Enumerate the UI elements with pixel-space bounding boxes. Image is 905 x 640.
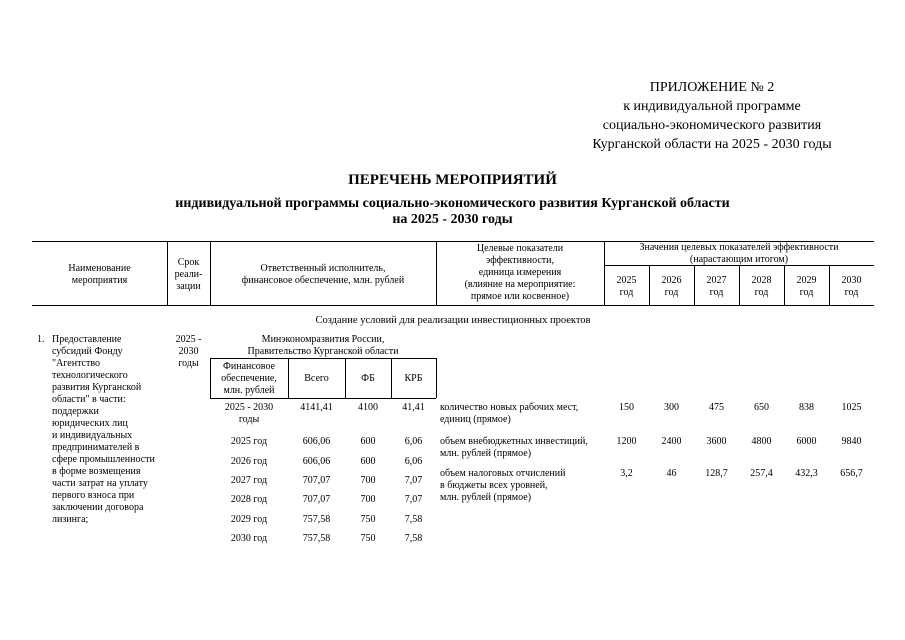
item-name-line: заключении договора: [52, 502, 144, 513]
header-text: Наименование: [68, 263, 131, 274]
fin-krb: 6,06: [404, 456, 423, 467]
indicator-label-line: количество новых рабочих мест,: [440, 402, 579, 413]
header-year: [604, 275, 649, 299]
item-name-line: сфере промышленности: [52, 454, 155, 465]
indicator-value: 1200: [616, 436, 637, 447]
header-text: год: [619, 287, 634, 298]
table-header-bottom-border: [32, 305, 874, 306]
fin-table-border: [210, 398, 436, 399]
header-text: 2030: [841, 275, 862, 286]
fin-header-text: Финансовое: [222, 361, 276, 372]
header-text: Ответственный исполнитель,: [260, 263, 386, 274]
fin-fb: 750: [360, 514, 376, 525]
item-executor: [210, 334, 436, 358]
fin-table-border: [210, 358, 436, 359]
fin-krb: 41,41: [402, 402, 425, 413]
appendix-line: ПРИЛОЖЕНИЕ № 2: [649, 80, 775, 95]
appendix-line: Курганской области на 2025 - 2030 годы: [592, 137, 832, 152]
item-name-line: технологического: [52, 370, 128, 381]
header-text: Значения целевых показателей эффективности: [639, 242, 839, 253]
header-values: [604, 242, 874, 266]
indicator-value: 4800: [751, 436, 772, 447]
indicator-value: 9840: [841, 436, 862, 447]
header-term: [167, 257, 210, 293]
header-text: (влияние на мероприятие:: [464, 279, 576, 290]
item-name-line: и индивидуальных: [52, 430, 133, 441]
appendix-line: социально-экономического развития: [602, 118, 822, 133]
header-text: прямое или косвенное): [470, 291, 570, 302]
indicator-label-line: млн. рублей (прямое): [440, 492, 532, 503]
fin-period: 2029 год: [230, 514, 268, 525]
fin-total: 606,06: [302, 456, 331, 467]
fin-header-label: [210, 361, 288, 397]
fin-krb: 7,58: [404, 533, 423, 544]
item-name-line: в форме возмещения: [52, 466, 141, 477]
indicator-label-line: объем внебюджетных инвестиций,: [440, 436, 588, 447]
item-name: [52, 334, 170, 526]
fin-header-text: обеспечение,: [221, 373, 277, 384]
document-subtitle: [0, 196, 905, 228]
item-name-line: Предоставление: [52, 334, 122, 345]
indicator-value: 46: [666, 468, 677, 479]
fin-period: [210, 402, 288, 426]
indicator-value: 1025: [841, 402, 862, 413]
indicator-value: 838: [799, 402, 814, 413]
fin-total: 707,07: [302, 475, 331, 486]
term-line: 2030: [178, 346, 199, 357]
header-text: год: [664, 287, 679, 298]
document-title: ПЕРЕЧЕНЬ МЕРОПРИЯТИЙ: [348, 172, 557, 188]
term-line: годы: [178, 358, 199, 369]
item-name-line: лизинга;: [52, 514, 89, 525]
header-text: единица измерения: [478, 267, 562, 278]
header-text: Срок: [177, 257, 200, 268]
header-text: финансовое обеспечение, млн. рублей: [241, 275, 405, 286]
fin-header-fb: ФБ: [361, 373, 375, 384]
header-text: год: [799, 287, 814, 298]
fin-total: 757,58: [302, 533, 331, 544]
fin-total: 4141,41: [300, 402, 333, 413]
indicator-value: 150: [619, 402, 634, 413]
indicator-value: 656,7: [840, 468, 863, 479]
executor-line: Правительство Курганской области: [247, 346, 399, 357]
header-text: зации: [176, 281, 201, 292]
indicator-value: 300: [664, 402, 679, 413]
fin-fb: 700: [360, 475, 376, 486]
item-name-line: области" в части:: [52, 394, 126, 405]
fin-period: 2025 год: [230, 436, 268, 447]
fin-period-line: 2025 - 2030: [224, 402, 274, 413]
fin-period-line: годы: [238, 414, 260, 425]
item-number: 1.: [37, 334, 45, 345]
header-year: [739, 275, 784, 299]
indicator-label-line: в бюджеты всех уровней,: [440, 480, 548, 491]
fin-period: 2028 год: [230, 494, 268, 505]
item-name-line: субсидий Фонду: [52, 346, 123, 357]
term-line: 2025 -: [175, 334, 202, 345]
header-text: 2027: [706, 275, 727, 286]
fin-total: 707,07: [302, 494, 331, 505]
fin-fb: 700: [360, 494, 376, 505]
indicator-value: 6000: [796, 436, 817, 447]
indicator-label-line: объем налоговых отчислений: [440, 468, 566, 479]
header-text: 2025: [616, 275, 637, 286]
header-executor: [210, 263, 436, 287]
indicator-value: 475: [709, 402, 724, 413]
item-name-line: развития Курганской: [52, 382, 142, 393]
fin-period: 2030 год: [230, 533, 268, 544]
indicator-value: 432,3: [795, 468, 818, 479]
indicator-label-line: единиц (прямое): [440, 414, 511, 425]
header-year: [694, 275, 739, 299]
fin-fb: 4100: [358, 402, 378, 413]
header-text: реали-: [174, 269, 203, 280]
fin-period: 2027 год: [230, 475, 268, 486]
executor-line: Минэкономразвития России,: [261, 334, 385, 345]
header-text: эффективности,: [485, 255, 554, 266]
indicator-label-line: млн. рублей (прямое): [440, 448, 532, 459]
header-year: [829, 275, 874, 299]
fin-fb: 750: [360, 533, 376, 544]
fin-total: 606,06: [302, 436, 331, 447]
fin-krb: 7,58: [404, 514, 423, 525]
header-year: [649, 275, 694, 299]
fin-krb: 7,07: [404, 475, 423, 486]
header-text: мероприятия: [71, 275, 128, 286]
fin-header-total: Всего: [304, 373, 329, 384]
indicator-label: [440, 468, 608, 504]
header-text: Целевые показатели: [476, 243, 564, 254]
header-text: год: [844, 287, 859, 298]
indicator-value: 128,7: [705, 468, 728, 479]
header-year: [784, 275, 829, 299]
subtitle-line: индивидуальной программы социально-экономического развития Курганской области: [175, 196, 730, 211]
item-name-line: первого взноса при: [52, 490, 135, 501]
item-name-line: юридических лиц: [52, 418, 128, 429]
indicator-value: 257,4: [750, 468, 773, 479]
header-text: (нарастающим итогом): [689, 254, 789, 265]
header-text: 2028: [751, 275, 772, 286]
header-text: год: [754, 287, 769, 298]
indicator-label: [440, 436, 608, 460]
header-text: 2026: [661, 275, 682, 286]
indicator-value: 650: [754, 402, 769, 413]
header-target: [436, 243, 604, 303]
header-name: [32, 263, 167, 287]
header-text: 2029: [796, 275, 817, 286]
fin-period: 2026 год: [230, 456, 268, 467]
indicator-value: 3600: [706, 436, 727, 447]
fin-krb: 6,06: [404, 436, 423, 447]
item-name-line: части затрат на уплату: [52, 478, 148, 489]
item-term: [167, 334, 210, 370]
header-text: год: [709, 287, 724, 298]
appendix-line: к индивидуальной программе: [623, 99, 801, 114]
fin-total: 757,58: [302, 514, 331, 525]
fin-header-text: млн. рублей: [223, 385, 275, 396]
indicator-label: [440, 402, 608, 426]
subtitle-line: на 2025 - 2030 годы: [392, 212, 513, 227]
fin-table-divider: [436, 358, 437, 398]
section-title: Создание условий для реализации инвестиционных проектов: [315, 315, 591, 326]
item-name-line: поддержки: [52, 406, 99, 417]
fin-fb: 600: [360, 436, 376, 447]
appendix-header: [562, 78, 862, 154]
item-name-line: предпринимателей в: [52, 442, 140, 453]
fin-fb: 600: [360, 456, 376, 467]
item-name-line: "Агентство: [52, 358, 101, 369]
indicator-value: 3,2: [620, 468, 633, 479]
fin-header-krb: КРБ: [404, 373, 423, 384]
fin-krb: 7,07: [404, 494, 423, 505]
indicator-value: 2400: [661, 436, 682, 447]
